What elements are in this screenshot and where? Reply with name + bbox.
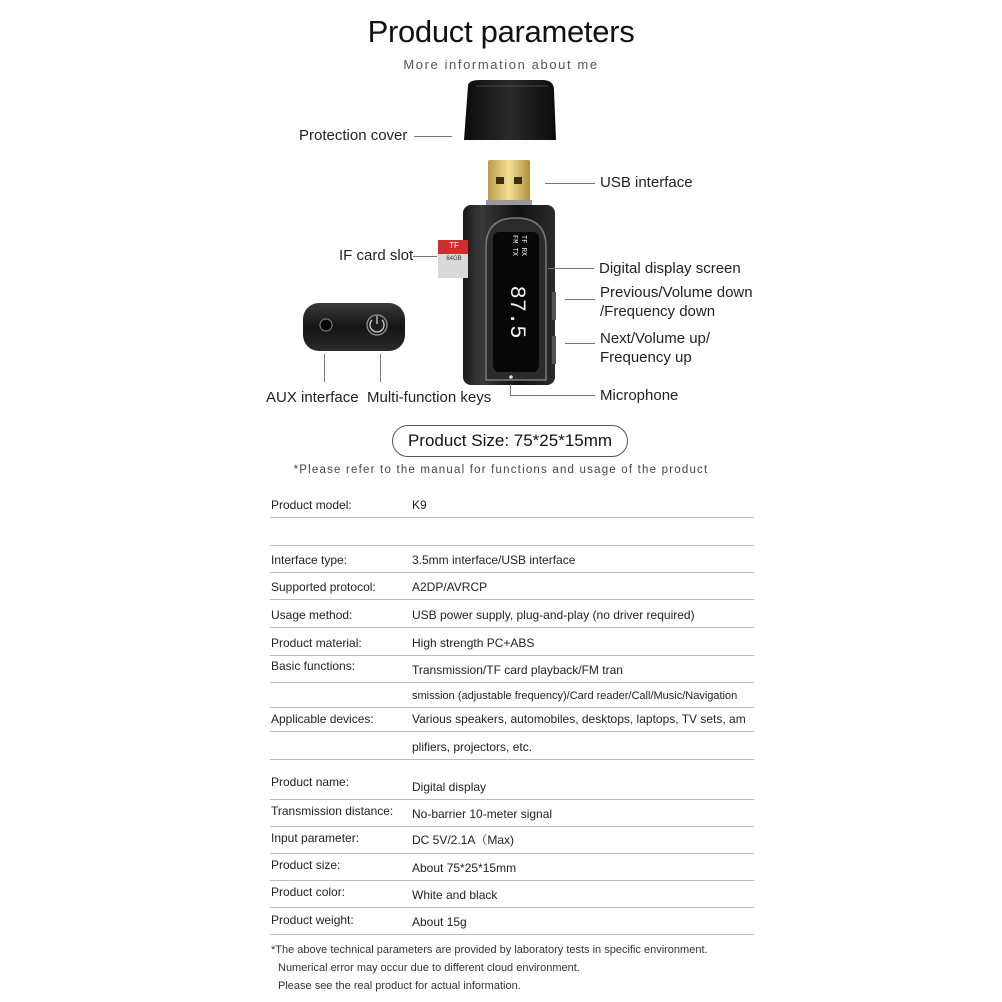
label-microphone: Microphone bbox=[600, 387, 679, 404]
leader-line bbox=[548, 268, 594, 269]
label-digital-display-screen: Digital display screen bbox=[599, 260, 741, 277]
spec-row bbox=[270, 599, 754, 628]
device-illustration bbox=[0, 0, 1002, 420]
spec-row bbox=[270, 826, 754, 854]
label-next-line2: Frequency up bbox=[600, 349, 692, 366]
spec-row bbox=[270, 759, 754, 800]
spec-value: Various speakers, automobiles, desktops, laptops, TV sets, am bbox=[412, 712, 746, 726]
spec-value: About 75*25*15mm bbox=[412, 861, 517, 875]
spec-row bbox=[270, 517, 754, 546]
spec-row bbox=[270, 545, 754, 573]
label-aux-interface: AUX interface bbox=[266, 389, 359, 406]
screen-fm-tx: FM TX bbox=[510, 235, 518, 257]
leader-line bbox=[545, 183, 595, 184]
screen-tf-rx: TF RX bbox=[519, 235, 527, 257]
spec-row bbox=[270, 488, 754, 518]
spec-value: plifiers, projectors, etc. bbox=[412, 740, 533, 754]
aux-end-view bbox=[303, 303, 405, 351]
leader-line bbox=[414, 136, 452, 137]
spec-value: About 15g bbox=[412, 915, 467, 929]
leader-line bbox=[324, 354, 325, 382]
spec-row bbox=[270, 907, 754, 935]
label-usb-interface: USB interface bbox=[600, 174, 693, 191]
spec-row bbox=[270, 682, 754, 708]
page-subtitle: More information about me bbox=[403, 57, 599, 72]
spec-value: White and black bbox=[412, 888, 498, 902]
spec-key: Product size: bbox=[271, 858, 341, 872]
leader-line bbox=[565, 299, 595, 300]
spec-value: A2DP/AVRCP bbox=[412, 580, 488, 594]
spec-row bbox=[270, 572, 754, 600]
spec-value: USB power supply, plug-and-play (no driver required) bbox=[412, 608, 695, 622]
label-protection-cover: Protection cover bbox=[299, 127, 408, 144]
label-if-card-slot: IF card slot bbox=[339, 247, 414, 264]
spec-key: Product model: bbox=[271, 498, 352, 512]
footer-note-2: Numerical error may occur due to different cloud environment. bbox=[278, 962, 580, 974]
spec-key: Supported protocol: bbox=[271, 580, 376, 594]
product-size-badge: Product Size: 75*25*15mm bbox=[392, 425, 628, 457]
spec-row bbox=[270, 853, 754, 881]
spec-value: No-barrier 10-meter signal bbox=[412, 807, 553, 821]
manual-note: *Please refer to the manual for functions and usage of the product bbox=[293, 464, 709, 476]
spec-row bbox=[270, 655, 754, 683]
spec-key: Interface type: bbox=[271, 553, 348, 567]
screen-status bbox=[505, 235, 527, 271]
spec-row bbox=[270, 627, 754, 656]
page-title: Product parameters bbox=[367, 14, 635, 49]
spec-key: Product color: bbox=[271, 885, 346, 899]
footer-note-1: *The above technical parameters are provided by laboratory tests in specific environment. bbox=[271, 944, 708, 956]
spec-key: Product weight: bbox=[271, 913, 354, 927]
leader-line bbox=[380, 354, 381, 382]
tf-card-capacity: 64GB bbox=[446, 256, 462, 262]
leader-line bbox=[413, 256, 437, 257]
leader-line bbox=[510, 395, 595, 396]
spec-key: Product name: bbox=[271, 775, 350, 789]
usb-plug bbox=[486, 160, 532, 208]
spec-value: K9 bbox=[412, 498, 427, 512]
tf-card-brand: TF bbox=[449, 241, 459, 250]
label-next-line1: Next/Volume up/ bbox=[600, 330, 711, 347]
spec-key: Usage method: bbox=[271, 608, 353, 622]
protection-cover bbox=[464, 80, 556, 140]
label-previous-line2: /Frequency down bbox=[600, 303, 716, 320]
spec-value: Digital display bbox=[412, 780, 487, 794]
spec-key: Applicable devices: bbox=[271, 712, 374, 726]
spec-value: smission (adjustable frequency)/Card reader/Call/Music/Navigation bbox=[412, 690, 738, 702]
spec-value: High strength PC+ABS bbox=[412, 636, 535, 650]
spec-row bbox=[270, 707, 754, 732]
spec-row bbox=[270, 799, 754, 827]
screen-frequency: 87.5 bbox=[504, 285, 529, 339]
spec-key: Basic functions: bbox=[271, 659, 356, 673]
label-multi-function-keys: Multi-function keys bbox=[367, 389, 492, 406]
label-previous-line1: Previous/Volume down bbox=[600, 284, 753, 301]
spec-value: 3.5mm interface/USB interface bbox=[412, 553, 576, 567]
leader-line bbox=[565, 343, 595, 344]
spec-row bbox=[270, 731, 754, 760]
spec-value: Transmission/TF card playback/FM tran bbox=[412, 663, 623, 677]
footer-note-3: Please see the real product for actual information. bbox=[278, 980, 521, 992]
spec-value: DC 5V/2.1A（Max) bbox=[412, 833, 515, 847]
spec-row bbox=[270, 880, 754, 908]
spec-key: Input parameter: bbox=[271, 831, 360, 845]
spec-key: Product material: bbox=[271, 636, 362, 650]
spec-key: Transmission distance: bbox=[271, 804, 394, 818]
